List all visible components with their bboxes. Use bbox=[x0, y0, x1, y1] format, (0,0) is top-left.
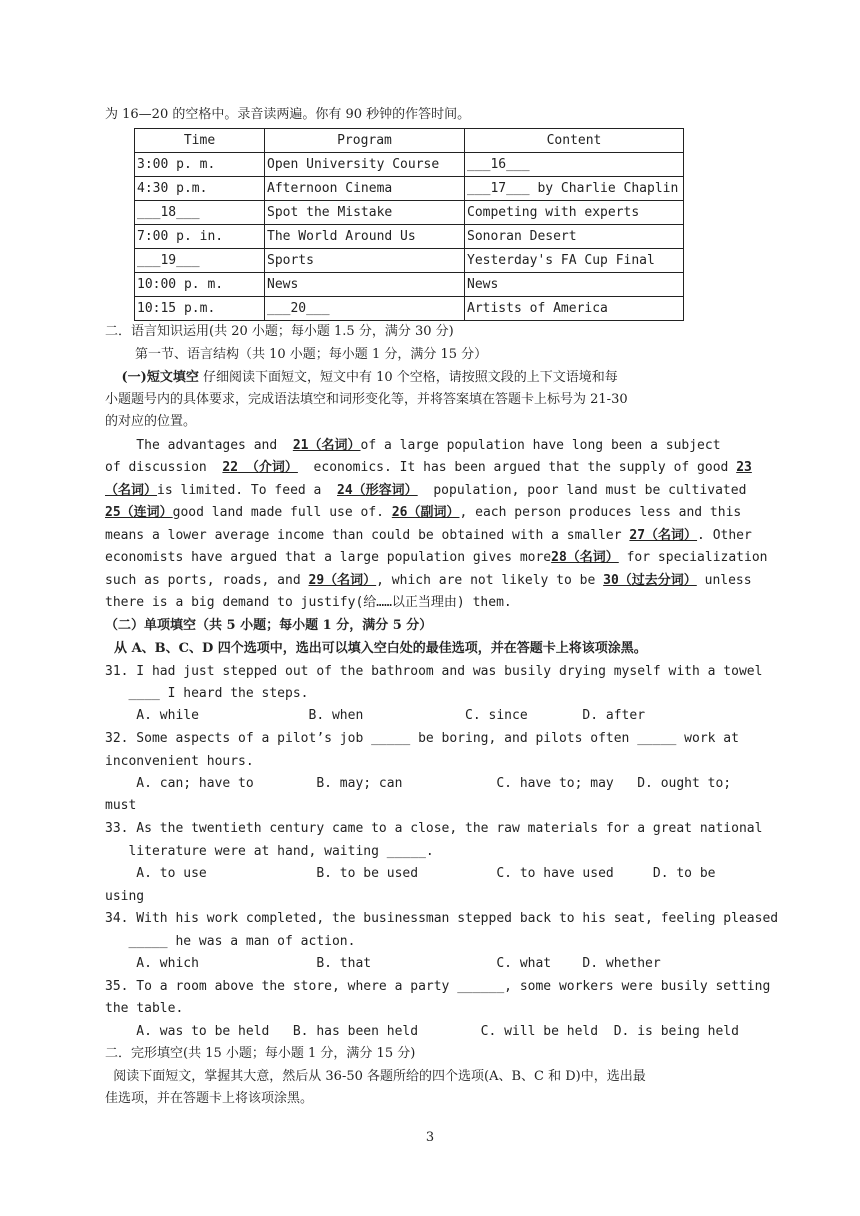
blank-28: 28（名词） bbox=[551, 550, 619, 565]
passage-line bbox=[105, 483, 747, 499]
passage-text: economists have argued that a large population gives more bbox=[105, 550, 552, 565]
cell-content: Competing with experts bbox=[465, 201, 684, 225]
blank-22: 22 （介词） bbox=[222, 460, 298, 475]
instruction-text: 仔细阅读下面短文，短文中有 10 个空格，请按照文段的上下文语境和每 bbox=[198, 370, 618, 385]
question-34: 34. With his work completed, the businessman stepped back to his seat, feeling pleased bbox=[105, 911, 779, 926]
question-31-options: A. while B. when C. since D. after bbox=[105, 708, 646, 723]
cell-content: Sonoran Desert bbox=[465, 225, 684, 249]
part1a-label: (一)短文填空 bbox=[121, 370, 199, 385]
passage-text: for specialization bbox=[618, 550, 768, 565]
cell-program: News bbox=[265, 273, 465, 297]
table-header-row bbox=[135, 129, 684, 153]
passage-text: is limited. To feed a bbox=[157, 483, 338, 498]
blank-25: 25（连词） bbox=[105, 505, 173, 520]
passage-text: population, poor land must be cultivated bbox=[417, 483, 747, 498]
cell-time: ___19___ bbox=[135, 249, 265, 273]
question-33: 33. As the twentieth century came to a close, the raw materials for a great national bbox=[105, 821, 763, 836]
passage-text: unless bbox=[696, 573, 752, 588]
table-row bbox=[135, 297, 684, 321]
cell-content: Yesterday's FA Cup Final bbox=[465, 249, 684, 273]
blank-21: 21（名词） bbox=[292, 438, 361, 453]
cell-time: 10:15 p.m. bbox=[135, 297, 265, 321]
passage-text: . Other bbox=[697, 528, 752, 543]
cell-content: Artists of America bbox=[465, 297, 684, 321]
cell-time: 7:00 p. in. bbox=[135, 225, 265, 249]
table-row bbox=[135, 249, 684, 273]
passage-text: , which are not likely to be bbox=[376, 573, 604, 588]
cell-content: ___17___ by Charlie Chaplin bbox=[465, 177, 684, 201]
table-row bbox=[135, 273, 684, 297]
cell-time: 4:30 p.m. bbox=[135, 177, 265, 201]
blank-29: 29（名词） bbox=[308, 573, 377, 588]
passage-text: , each person produces less and this bbox=[459, 505, 742, 520]
cell-content: ___16___ bbox=[465, 153, 684, 177]
cell-time: 3:00 p. m. bbox=[135, 153, 265, 177]
passage-text: economics. It has been argued that the supply of good bbox=[297, 460, 737, 475]
question-32-options-cont: must bbox=[105, 798, 137, 813]
blank-30: 30（过去分词） bbox=[603, 573, 697, 588]
question-35-cont: the table. bbox=[105, 1001, 184, 1016]
part1a-instruction-line bbox=[105, 370, 717, 386]
question-34-cont: _____ he was a man of action. bbox=[105, 934, 356, 949]
table-row bbox=[135, 201, 684, 225]
page-number: 3 bbox=[425, 1130, 435, 1145]
header-content: Content bbox=[465, 129, 684, 153]
passage-text: The advantages and bbox=[105, 438, 293, 453]
cell-program: Open University Course bbox=[265, 153, 465, 177]
question-32-cont: inconvenient hours. bbox=[105, 754, 254, 769]
program-schedule-table bbox=[134, 128, 684, 321]
question-31-cont: ____ I heard the steps. bbox=[105, 686, 309, 701]
question-33-cont: literature were at hand, waiting _____. bbox=[105, 844, 434, 859]
question-32-options: A. can; have to B. may; can C. have to; may D. ought to; bbox=[105, 776, 732, 791]
cell-time: 10:00 p. m. bbox=[135, 273, 265, 297]
cell-program: Afternoon Cinema bbox=[265, 177, 465, 201]
passage-line bbox=[105, 528, 752, 544]
table-row bbox=[135, 225, 684, 249]
cell-time: ___18___ bbox=[135, 201, 265, 225]
cell-program: ___20___ bbox=[265, 297, 465, 321]
question-33-options: A. to use B. to be used C. to have used D. to be bbox=[105, 866, 716, 881]
blank-26: 26（副词） bbox=[391, 505, 460, 520]
cell-program: Sports bbox=[265, 249, 465, 273]
section3-instruction: 佳选项，并在答题卡上将该项涂黑。 bbox=[105, 1091, 314, 1106]
section-title: 二．语言知识运用(共 20 小题；每小题 1.5 分，满分 30 分) bbox=[105, 324, 454, 339]
cell-content: News bbox=[465, 273, 684, 297]
passage-line bbox=[105, 550, 768, 566]
section-title: 二．完形填空(共 15 小题；每小题 1 分，满分 15 分) bbox=[105, 1046, 416, 1061]
question-34-options: A. which B. that C. what D. whether bbox=[105, 956, 661, 971]
question-35: 35. To a room above the store, where a party ______, some workers were busily setting bbox=[105, 979, 771, 994]
header-time: Time bbox=[135, 129, 265, 153]
passage-line bbox=[105, 460, 752, 476]
part1a-instruction-line: 的对应的位置。 bbox=[105, 414, 197, 429]
blank-23: （名词） bbox=[105, 483, 158, 498]
question-31: 31. I had just stepped out of the bathroom and was busily drying myself with a towel bbox=[105, 664, 763, 679]
table-row bbox=[135, 177, 684, 201]
section3-instruction: 阅读下面短文，掌握其大意，然后从 36-50 各题所给的四个选项(A、B、C 和 D)中，选出最 bbox=[105, 1069, 646, 1084]
passage-text: of a large population have long been a subject bbox=[360, 438, 721, 453]
part1a-instruction-line: 小题题号内的具体要求，完成语法填空和词形变化等，并将答案填在答题卡上标号为 21-30 bbox=[105, 392, 628, 407]
table-row bbox=[135, 153, 684, 177]
cell-program: The World Around Us bbox=[265, 225, 465, 249]
question-35-options: A. was to be held B. has been held C. will be held D. is being held bbox=[105, 1024, 739, 1039]
blank-23: 23 bbox=[736, 460, 752, 475]
header-program: Program bbox=[265, 129, 465, 153]
passage-line bbox=[105, 573, 752, 589]
part-title: 第一节、语言结构（共 10 小题；每小题 1 分，满分 15 分） bbox=[135, 347, 488, 362]
listening-instruction: 为 16—20 的空格中。录音读两遍。你有 90 秒钟的作答时间。 bbox=[105, 107, 471, 122]
blank-24: 24（形容词） bbox=[337, 483, 418, 498]
passage-text: good land made full use of. bbox=[172, 505, 392, 520]
passage-text: means a lower average income than could be obtained with a smaller bbox=[105, 528, 630, 543]
passage-line bbox=[105, 505, 742, 521]
passage-line: there is a big demand to justify(给……以正当理由) them. bbox=[105, 595, 512, 610]
part-title: （二）单项填空（共 5 小题；每小题 1 分，满分 5 分） bbox=[105, 618, 433, 633]
passage-text: such as ports, roads, and bbox=[105, 573, 309, 588]
passage-text: of discussion bbox=[105, 460, 223, 475]
question-32: 32. Some aspects of a pilot’s job _____ be boring, and pilots often _____ work at bbox=[105, 731, 739, 746]
cell-program: Spot the Mistake bbox=[265, 201, 465, 225]
question-33-options-cont: using bbox=[105, 889, 145, 904]
blank-27: 27（名词） bbox=[629, 528, 698, 543]
part1b-instruction: 从 A、B、C、D 四个选项中，选出可以填入空白处的最佳选项，并在答题卡上将该项涂黑。 bbox=[105, 641, 647, 656]
passage-line bbox=[105, 438, 721, 454]
